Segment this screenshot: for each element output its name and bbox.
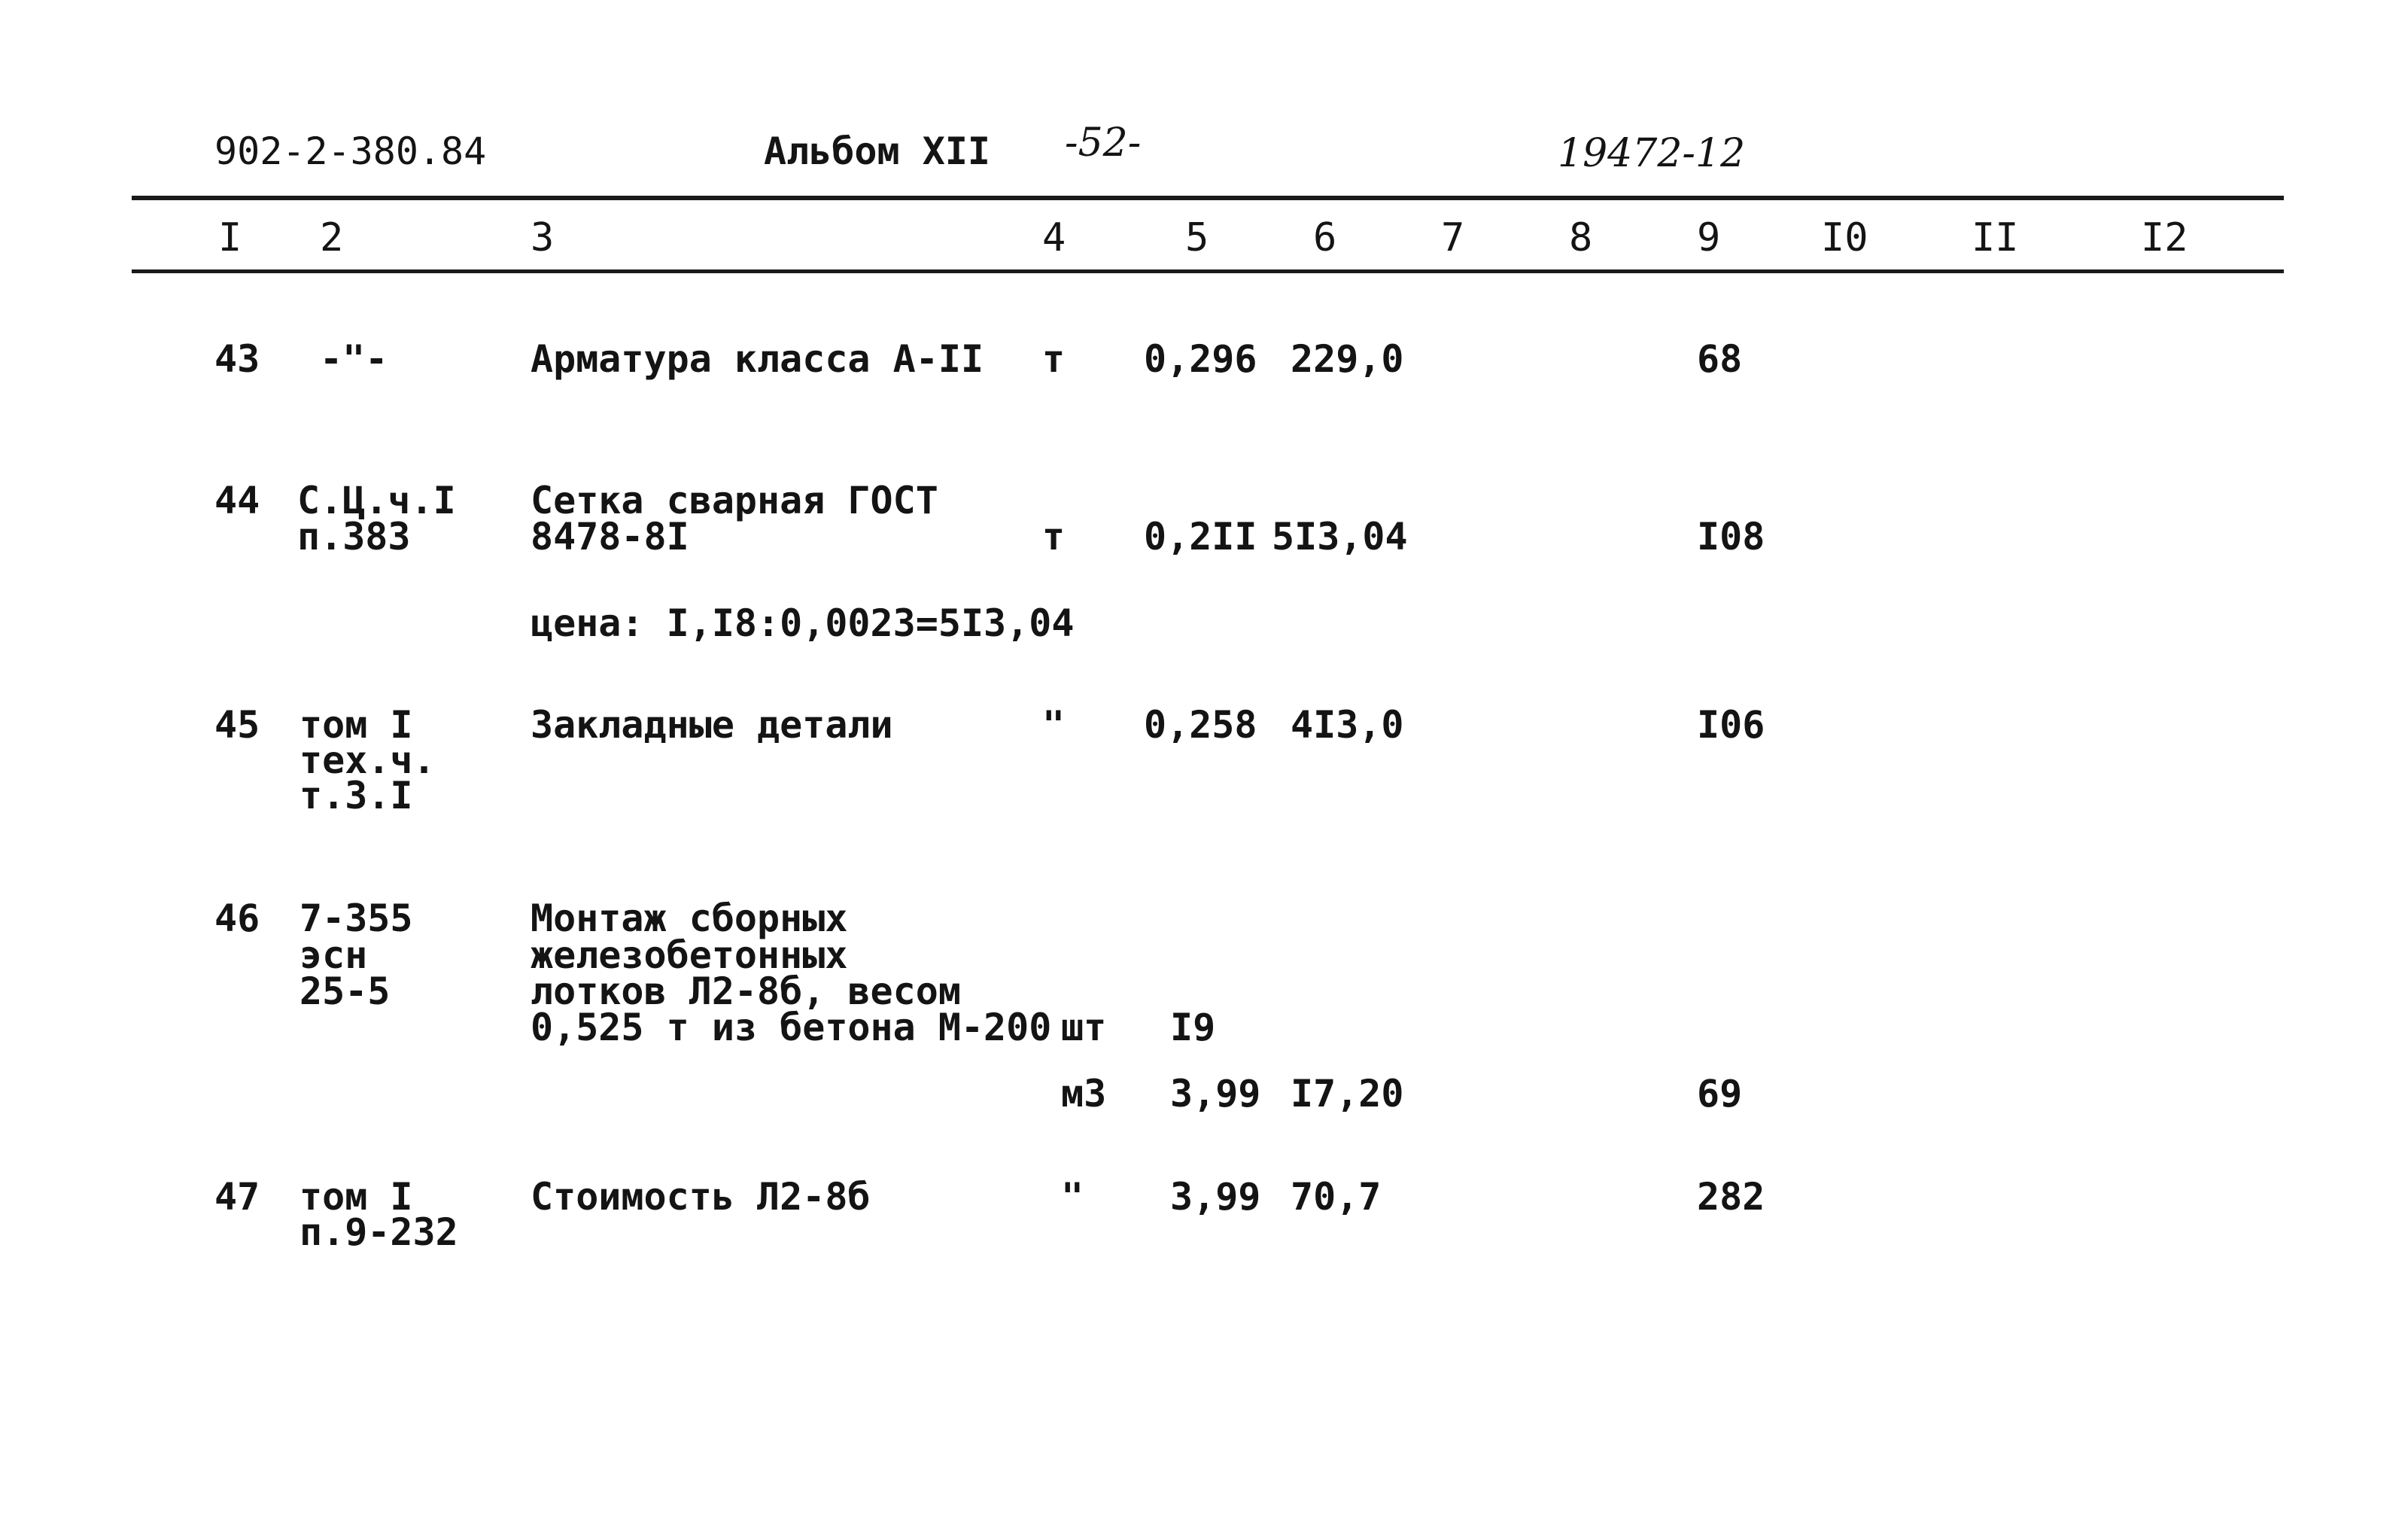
row-price-secondary: I7,20: [1291, 1072, 1404, 1116]
row-description: железобетонных: [531, 933, 848, 977]
row-quantity: 0,296: [1144, 337, 1257, 381]
row-number: 46: [214, 896, 260, 940]
row-unit: т: [1042, 337, 1066, 381]
row-source: эсн: [299, 933, 368, 977]
row-source: том I: [299, 1175, 413, 1219]
row-number: 44: [214, 479, 260, 522]
row-price: 229,0: [1291, 337, 1404, 381]
row-total-secondary: 69: [1697, 1072, 1743, 1116]
row-description: Монтаж сборных: [531, 896, 848, 940]
row-total: 282: [1697, 1175, 1765, 1219]
row-total: 68: [1697, 337, 1743, 381]
row-source: том I: [299, 703, 413, 747]
row-description: 0,525 т из бетона М-200: [531, 1006, 1052, 1049]
column-header: 2: [320, 215, 344, 260]
row-price: 4I3,0: [1291, 703, 1404, 747]
row-source: 7-355: [299, 896, 413, 940]
row-source: тех.ч.: [299, 738, 436, 782]
row-price: 70,7: [1291, 1175, 1382, 1219]
row-total: I06: [1697, 703, 1765, 747]
row-unit: т: [1042, 515, 1066, 559]
row-source: С.Ц.ч.I: [297, 479, 456, 522]
page-number: -52-: [1065, 120, 1142, 166]
row-source: п.383: [297, 515, 411, 559]
column-header: 6: [1313, 215, 1337, 260]
row-unit-secondary: м3: [1061, 1072, 1107, 1116]
row-description: 8478-8I: [531, 515, 689, 559]
column-header: I0: [1821, 215, 1868, 260]
column-header: 8: [1569, 215, 1593, 260]
document-code: 902-2-380.84: [214, 129, 487, 173]
column-header: 4: [1042, 215, 1066, 260]
row-source: -"-: [320, 337, 388, 381]
inventory-number: 19472-12: [1558, 131, 1746, 176]
row-number: 45: [214, 703, 260, 747]
row-source: п.9-232: [299, 1210, 458, 1254]
row-quantity: 3,99: [1170, 1175, 1261, 1219]
row-description: лотков Л2-8б, весом: [531, 969, 961, 1013]
row-quantity: 0,258: [1144, 703, 1257, 747]
row-description: Сетка сварная ГОСТ: [531, 479, 938, 522]
row-total: I08: [1697, 515, 1765, 559]
row-quantity: 0,2II: [1144, 515, 1257, 559]
row-unit: шт: [1061, 1006, 1107, 1049]
row-description: Арматура класса А-II: [531, 337, 984, 381]
row-description: Стоимость Л2-8б: [531, 1175, 871, 1219]
row-note: цена: I,I8:0,0023=5I3,04: [531, 601, 1075, 645]
column-header: I: [218, 215, 242, 260]
row-source: т.3.I: [299, 774, 413, 817]
column-header: 3: [531, 215, 555, 260]
header-bottom-rule: [132, 269, 2284, 273]
top-rule: [132, 196, 2284, 200]
column-header: 9: [1697, 215, 1721, 260]
column-header: I2: [2141, 215, 2188, 260]
column-header: 5: [1185, 215, 1209, 260]
row-unit: ": [1061, 1175, 1084, 1219]
column-header: II: [1972, 215, 2019, 260]
album-label: Альбом XII: [764, 129, 991, 173]
row-description: Закладные детали: [531, 703, 893, 747]
row-quantity-secondary: 3,99: [1170, 1072, 1261, 1116]
row-number: 43: [214, 337, 260, 381]
row-quantity: I9: [1170, 1006, 1216, 1049]
row-number: 47: [214, 1175, 260, 1219]
column-header: 7: [1441, 215, 1465, 260]
row-unit: ": [1042, 703, 1066, 747]
row-source: 25-5: [299, 969, 391, 1013]
row-price: 5I3,04: [1272, 515, 1408, 559]
